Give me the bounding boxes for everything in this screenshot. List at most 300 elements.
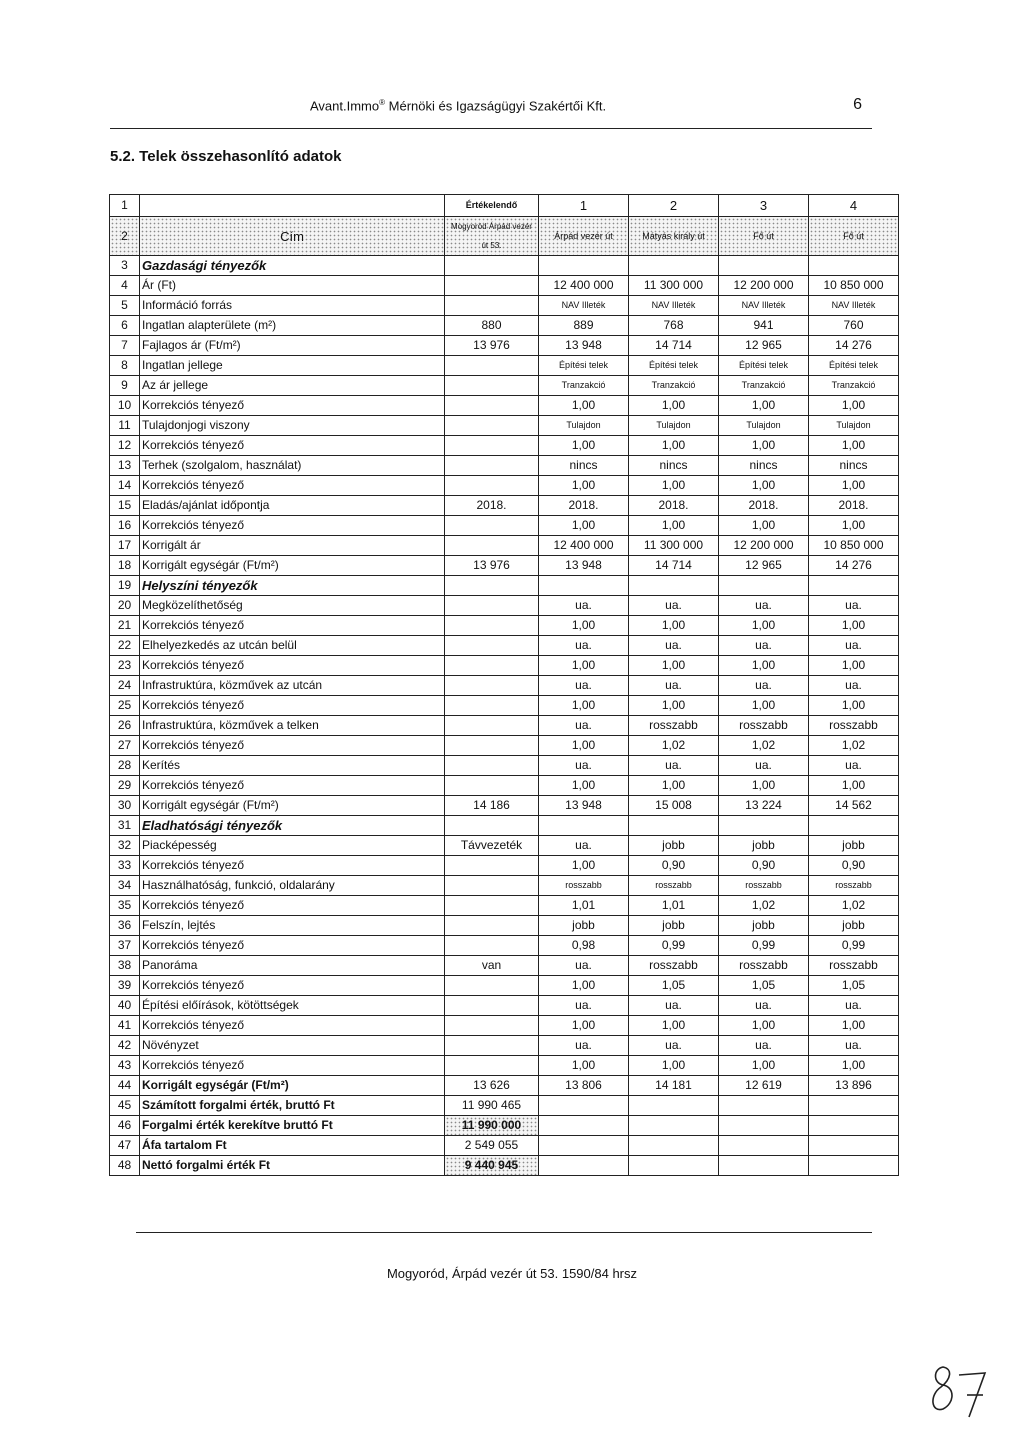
comparable-3-header: 3 [719,195,809,217]
row-label [140,195,445,217]
table-row [110,936,899,956]
comparable-2-value: NAV Illeték [629,296,719,316]
comparable-1-value: 1,00 [539,856,629,876]
comparable-2-value [629,1096,719,1116]
comparable-3-value: 1,00 [719,436,809,456]
evaluated-value [445,856,539,876]
comparable-1-value: ua. [539,596,629,616]
comparable-1-value: 1,00 [539,736,629,756]
evaluated-value: 9 440 945 [445,1156,539,1176]
comparable-3-value: 12 965 [719,336,809,356]
row-label: Korrekciós tényező [140,896,445,916]
comparable-3-value: 1,00 [719,1056,809,1076]
evaluated-value: Távvezeték [445,836,539,856]
evaluated-value [445,636,539,656]
comparable-4-value: 1,00 [809,616,899,636]
comparable-2-value: 1,00 [629,656,719,676]
comparable-3-value: ua. [719,1036,809,1056]
comparable-4-value: 1,00 [809,776,899,796]
row-number: 27 [110,736,140,756]
evaluated-value: 13 626 [445,1076,539,1096]
comparable-4-value: jobb [809,916,899,936]
row-label: Építési előírások, kötöttségek [140,996,445,1016]
comparable-2-value: 1,01 [629,896,719,916]
row-label: Terhek (szolgalom, használat) [140,456,445,476]
row-number: 24 [110,676,140,696]
comparable-4-value: 0,99 [809,936,899,956]
row-label: Korrekciós tényező [140,516,445,536]
comparable-4-value: 1,00 [809,1016,899,1036]
comparable-4-value: 1,00 [809,696,899,716]
comparable-2-value: 0,99 [629,936,719,956]
comparable-2-value [629,1156,719,1176]
row-number: 19 [110,576,140,596]
comparable-2-value: 0,90 [629,856,719,876]
comparable-3-value [719,1156,809,1176]
section-header-row [110,816,899,836]
comparable-1-value: 13 948 [539,556,629,576]
table-header-row [110,195,899,217]
row-label: Kerítés [140,756,445,776]
row-label: Korrekciós tényező [140,776,445,796]
row-number: 47 [110,1136,140,1156]
comparable-2-value: 15 008 [629,796,719,816]
evaluated-value [445,896,539,916]
table-row [110,916,899,936]
company-name: Avant.Immo® Mérnöki és Igazságügyi Szakértői Kft. [310,98,607,114]
row-number: 41 [110,1016,140,1036]
comparable-2-value: Tranzakció [629,376,719,396]
comparable-3-value: 1,00 [719,656,809,676]
table-row [110,296,899,316]
row-number: 46 [110,1116,140,1136]
row-label: Használhatóság, funkció, oldalarány [140,876,445,896]
row-label: Ár (Ft) [140,276,445,296]
evaluated-value [445,356,539,376]
handwritten-page-number [925,1355,995,1425]
comparable-2-value: ua. [629,756,719,776]
comparable-1-value: jobb [539,916,629,936]
comparable-4-value: 1,00 [809,656,899,676]
row-label: Nettó forgalmi érték Ft [140,1156,445,1176]
comparable-3-value: 1,00 [719,616,809,636]
comparable-2-value: ua. [629,676,719,696]
comparable-1-value: ua. [539,1036,629,1056]
row-number: 42 [110,1036,140,1056]
comparable-1-value: 1,00 [539,696,629,716]
table-row [110,736,899,756]
table-row [110,276,899,296]
comparable-4-value: NAV Illeték [809,296,899,316]
comparable-1-value: ua. [539,636,629,656]
row-label: Forgalmi érték kerekítve bruttó Ft [140,1116,445,1136]
section-header-row [110,576,899,596]
comparable-1-value: ua. [539,836,629,856]
row-number: 45 [110,1096,140,1116]
row-label: Elhelyezkedés az utcán belül [140,636,445,656]
comparable-4-value: 14 562 [809,796,899,816]
table-row [110,956,899,976]
comparable-2-value: 1,00 [629,476,719,496]
comparable-4-value: Tranzakció [809,376,899,396]
comparable-2-address: Mátyás király út [629,217,719,256]
row-number: 23 [110,656,140,676]
row-number: 8 [110,356,140,376]
comparable-2-value: 1,00 [629,616,719,636]
comparable-2-value: 1,00 [629,776,719,796]
comparable-2-value: 1,00 [629,396,719,416]
table-row [110,536,899,556]
table-row [110,1136,899,1156]
comparable-3-value: jobb [719,836,809,856]
table-row [110,836,899,856]
evaluated-address: Mogyoród Árpád vezér út 53. [445,217,539,256]
table-row [110,1116,899,1136]
comparable-2-value: jobb [629,916,719,936]
comparable-2-value: rosszabb [629,956,719,976]
comparable-1-value [539,1116,629,1136]
row-label: Panoráma [140,956,445,976]
row-number: 22 [110,636,140,656]
row-number: 5 [110,296,140,316]
comparable-4-value: ua. [809,996,899,1016]
row-number: 32 [110,836,140,856]
row-label: Korrigált egységár (Ft/m²) [140,1076,445,1096]
evaluated-value: 13 976 [445,336,539,356]
comparable-4-value: 1,05 [809,976,899,996]
comparable-4-value: 1,00 [809,436,899,456]
row-label: Korrekciós tényező [140,396,445,416]
evaluated-value: 11 990 465 [445,1096,539,1116]
row-number: 28 [110,756,140,776]
row-label: Korrekciós tényező [140,476,445,496]
row-number: 21 [110,616,140,636]
evaluated-value [445,396,539,416]
empty-cell [719,816,809,836]
comparison-table [109,194,899,1176]
comparable-2-value: 11 300 000 [629,276,719,296]
comparable-2-value: ua. [629,996,719,1016]
comparable-1-value: 1,00 [539,976,629,996]
comparable-2-value: 2018. [629,496,719,516]
empty-cell [719,576,809,596]
evaluated-value: 880 [445,316,539,336]
comparable-1-value: 889 [539,316,629,336]
comparable-2-value: rosszabb [629,716,719,736]
comparable-1-value: 13 948 [539,796,629,816]
comparable-3-value: rosszabb [719,876,809,896]
comparable-2-value: Építési telek [629,356,719,376]
comparable-1-value: 13 806 [539,1076,629,1096]
empty-cell [539,576,629,596]
row-number: 10 [110,396,140,416]
evaluated-value [445,516,539,536]
table-row [110,1036,899,1056]
table-row [110,896,899,916]
comparable-1-value [539,1156,629,1176]
comparable-3-value: nincs [719,456,809,476]
evaluated-value [445,876,539,896]
comparable-2-value: 1,00 [629,436,719,456]
comparable-2-value: 1,00 [629,696,719,716]
table-row [110,516,899,536]
comparable-4-value: 10 850 000 [809,536,899,556]
table-row [110,556,899,576]
comparable-4-value: nincs [809,456,899,476]
comparable-3-value: Építési telek [719,356,809,376]
comparable-4-value: rosszabb [809,956,899,976]
table-row [110,696,899,716]
comparable-3-value: 1,00 [719,476,809,496]
comparable-1-value: 1,00 [539,476,629,496]
comparable-2-value: ua. [629,596,719,616]
empty-cell [719,256,809,276]
evaluated-value [445,276,539,296]
evaluated-value [445,1056,539,1076]
table-row [110,1076,899,1096]
row-label: Felszín, lejtés [140,916,445,936]
row-number: 12 [110,436,140,456]
comparable-3-value: 0,90 [719,856,809,876]
row-label: Korrekciós tényező [140,656,445,676]
comparable-3-value [719,1136,809,1156]
comparable-1-value: Építési telek [539,356,629,376]
table-row [110,336,899,356]
comparable-1-value: ua. [539,756,629,776]
comparable-1-value: 1,00 [539,516,629,536]
row-label: Korrekciós tényező [140,736,445,756]
comparable-3-value: ua. [719,756,809,776]
comparable-4-value: 13 896 [809,1076,899,1096]
evaluated-value [445,416,539,436]
section-header-row [110,256,899,276]
comparable-1-header: 1 [539,195,629,217]
row-label: Növényzet [140,1036,445,1056]
row-label: Korrekciós tényező [140,1056,445,1076]
evaluated-value: 2018. [445,496,539,516]
comparable-2-value: jobb [629,836,719,856]
table-row [110,716,899,736]
row-label: Korrekciós tényező [140,436,445,456]
comparable-2-value: nincs [629,456,719,476]
evaluated-value: 14 186 [445,796,539,816]
table-row [110,476,899,496]
empty-cell [629,576,719,596]
row-number: 3 [110,256,140,276]
empty-cell [809,816,899,836]
comparable-3-value: 1,00 [719,696,809,716]
comparable-4-value: ua. [809,636,899,656]
row-number: 13 [110,456,140,476]
row-label: Ingatlan jellege [140,356,445,376]
row-number: 6 [110,316,140,336]
comparable-1-value: 1,00 [539,616,629,636]
evaluated-value [445,656,539,676]
table-row [110,1096,899,1116]
comparable-1-value: rosszabb [539,876,629,896]
empty-cell [539,256,629,276]
table-row [110,456,899,476]
comparable-1-value: 1,00 [539,396,629,416]
row-label: Az ár jellege [140,376,445,396]
registered-mark: ® [379,98,386,107]
comparable-2-value [629,1116,719,1136]
row-number: 4 [110,276,140,296]
row-number: 39 [110,976,140,996]
row-number: 26 [110,716,140,736]
row-label: Korrekciós tényező [140,856,445,876]
evaluated-value [445,696,539,716]
row-label: Ingatlan alapterülete (m²) [140,316,445,336]
empty-cell [539,816,629,836]
row-label: Korrekciós tényező [140,696,445,716]
comparable-1-value: 0,98 [539,936,629,956]
comparable-2-value: 14 714 [629,336,719,356]
comparable-3-value: 2018. [719,496,809,516]
row-label: Korrekciós tényező [140,616,445,636]
comparable-1-value: 13 948 [539,336,629,356]
evaluated-value [445,996,539,1016]
comparable-3-value: ua. [719,996,809,1016]
row-label: Számított forgalmi érték, bruttó Ft [140,1096,445,1116]
comparable-1-value: Tulajdon [539,416,629,436]
comparable-1-value: 1,00 [539,776,629,796]
evaluated-value [445,296,539,316]
row-number: 36 [110,916,140,936]
row-label: Korrekciós tényező [140,936,445,956]
evaluated-value [445,676,539,696]
evaluated-value [445,756,539,776]
comparable-2-value: ua. [629,1036,719,1056]
row-number: 15 [110,496,140,516]
row-number: 31 [110,816,140,836]
comparable-4-value: 0,90 [809,856,899,876]
row-label: Piacképesség [140,836,445,856]
comparable-3-value: 13 224 [719,796,809,816]
evaluated-value [445,436,539,456]
row-label: Tulajdonjogi viszony [140,416,445,436]
evaluated-value [445,376,539,396]
comparable-2-value [629,1136,719,1156]
table-row [110,676,899,696]
comparable-4-value [809,1096,899,1116]
row-number: 14 [110,476,140,496]
row-label: Megközelíthetőség [140,596,445,616]
address-label: Cím [140,217,445,256]
comparable-1-value: 1,00 [539,656,629,676]
comparable-3-value: rosszabb [719,716,809,736]
comparable-2-value: 1,00 [629,516,719,536]
comparable-4-value: rosszabb [809,876,899,896]
comparable-3-value: 12 200 000 [719,276,809,296]
comparable-1-value: 2018. [539,496,629,516]
comparable-1-value [539,1096,629,1116]
row-number: 16 [110,516,140,536]
comparable-4-value: 1,02 [809,896,899,916]
comparable-1-value: ua. [539,676,629,696]
comparable-2-value: ua. [629,636,719,656]
comparable-1-address: Árpád vezér út [539,217,629,256]
comparable-1-value: Tranzakció [539,376,629,396]
comparable-4-value: 1,02 [809,736,899,756]
evaluated-value [445,596,539,616]
row-number: 29 [110,776,140,796]
comparable-2-value: 1,00 [629,1016,719,1036]
row-label: Korrigált ár [140,536,445,556]
comparable-4-value: ua. [809,1036,899,1056]
comparable-3-value: Tranzakció [719,376,809,396]
row-number: 25 [110,696,140,716]
table-row [110,396,899,416]
comparable-4-header: 4 [809,195,899,217]
comparable-4-value: 2018. [809,496,899,516]
row-label: Fajlagos ár (Ft/m²) [140,336,445,356]
table-row [110,356,899,376]
comparable-1-value: ua. [539,996,629,1016]
empty-cell [445,256,539,276]
row-label: Eladás/ajánlat időpontja [140,496,445,516]
row-label: Korrigált egységár (Ft/m²) [140,556,445,576]
row-number: 17 [110,536,140,556]
footer-address: Mogyoród, Árpád vezér út 53. 1590/84 hrsz [386,1266,638,1281]
row-number: 1 [110,195,140,217]
table-row [110,656,899,676]
comparable-1-value: 1,01 [539,896,629,916]
comparable-4-value: 1,00 [809,1056,899,1076]
comparable-4-value: ua. [809,756,899,776]
evaluated-value [445,776,539,796]
row-number: 37 [110,936,140,956]
comparable-3-value: Tulajdon [719,416,809,436]
table-row [110,1016,899,1036]
row-number: 7 [110,336,140,356]
row-number: 43 [110,1056,140,1076]
evaluated-value [445,716,539,736]
evaluated-value [445,1016,539,1036]
comparable-1-value [539,1136,629,1156]
evaluated-value [445,536,539,556]
comparable-3-value: jobb [719,916,809,936]
comparable-1-value: 1,00 [539,1016,629,1036]
evaluated-value [445,476,539,496]
comparable-4-address: Fő út [809,217,899,256]
table-row [110,596,899,616]
section-header: Helyszíni tényezők [140,576,445,596]
row-number: 11 [110,416,140,436]
comparable-4-value [809,1136,899,1156]
row-label: Korrekciós tényező [140,1016,445,1036]
evaluated-value: 13 976 [445,556,539,576]
row-label: Infrastruktúra, közművek az utcán [140,676,445,696]
section-title: 5.2. Telek összehasonlító adatok [110,148,342,165]
row-number: 20 [110,596,140,616]
footer-divider [136,1232,872,1233]
comparable-2-value: 1,05 [629,976,719,996]
comparable-4-value [809,1156,899,1176]
comparable-3-value: ua. [719,676,809,696]
comparable-3-value: NAV Illeték [719,296,809,316]
comparable-4-value: ua. [809,676,899,696]
table-row [110,616,899,636]
evaluated-value [445,916,539,936]
table-row [110,496,899,516]
comparable-1-value: nincs [539,456,629,476]
row-number: 2 [110,217,140,256]
evaluated-column-header: Értékelendő [445,195,539,217]
comparable-1-value: NAV Illeték [539,296,629,316]
evaluated-value [445,736,539,756]
comparable-4-value: rosszabb [809,716,899,736]
